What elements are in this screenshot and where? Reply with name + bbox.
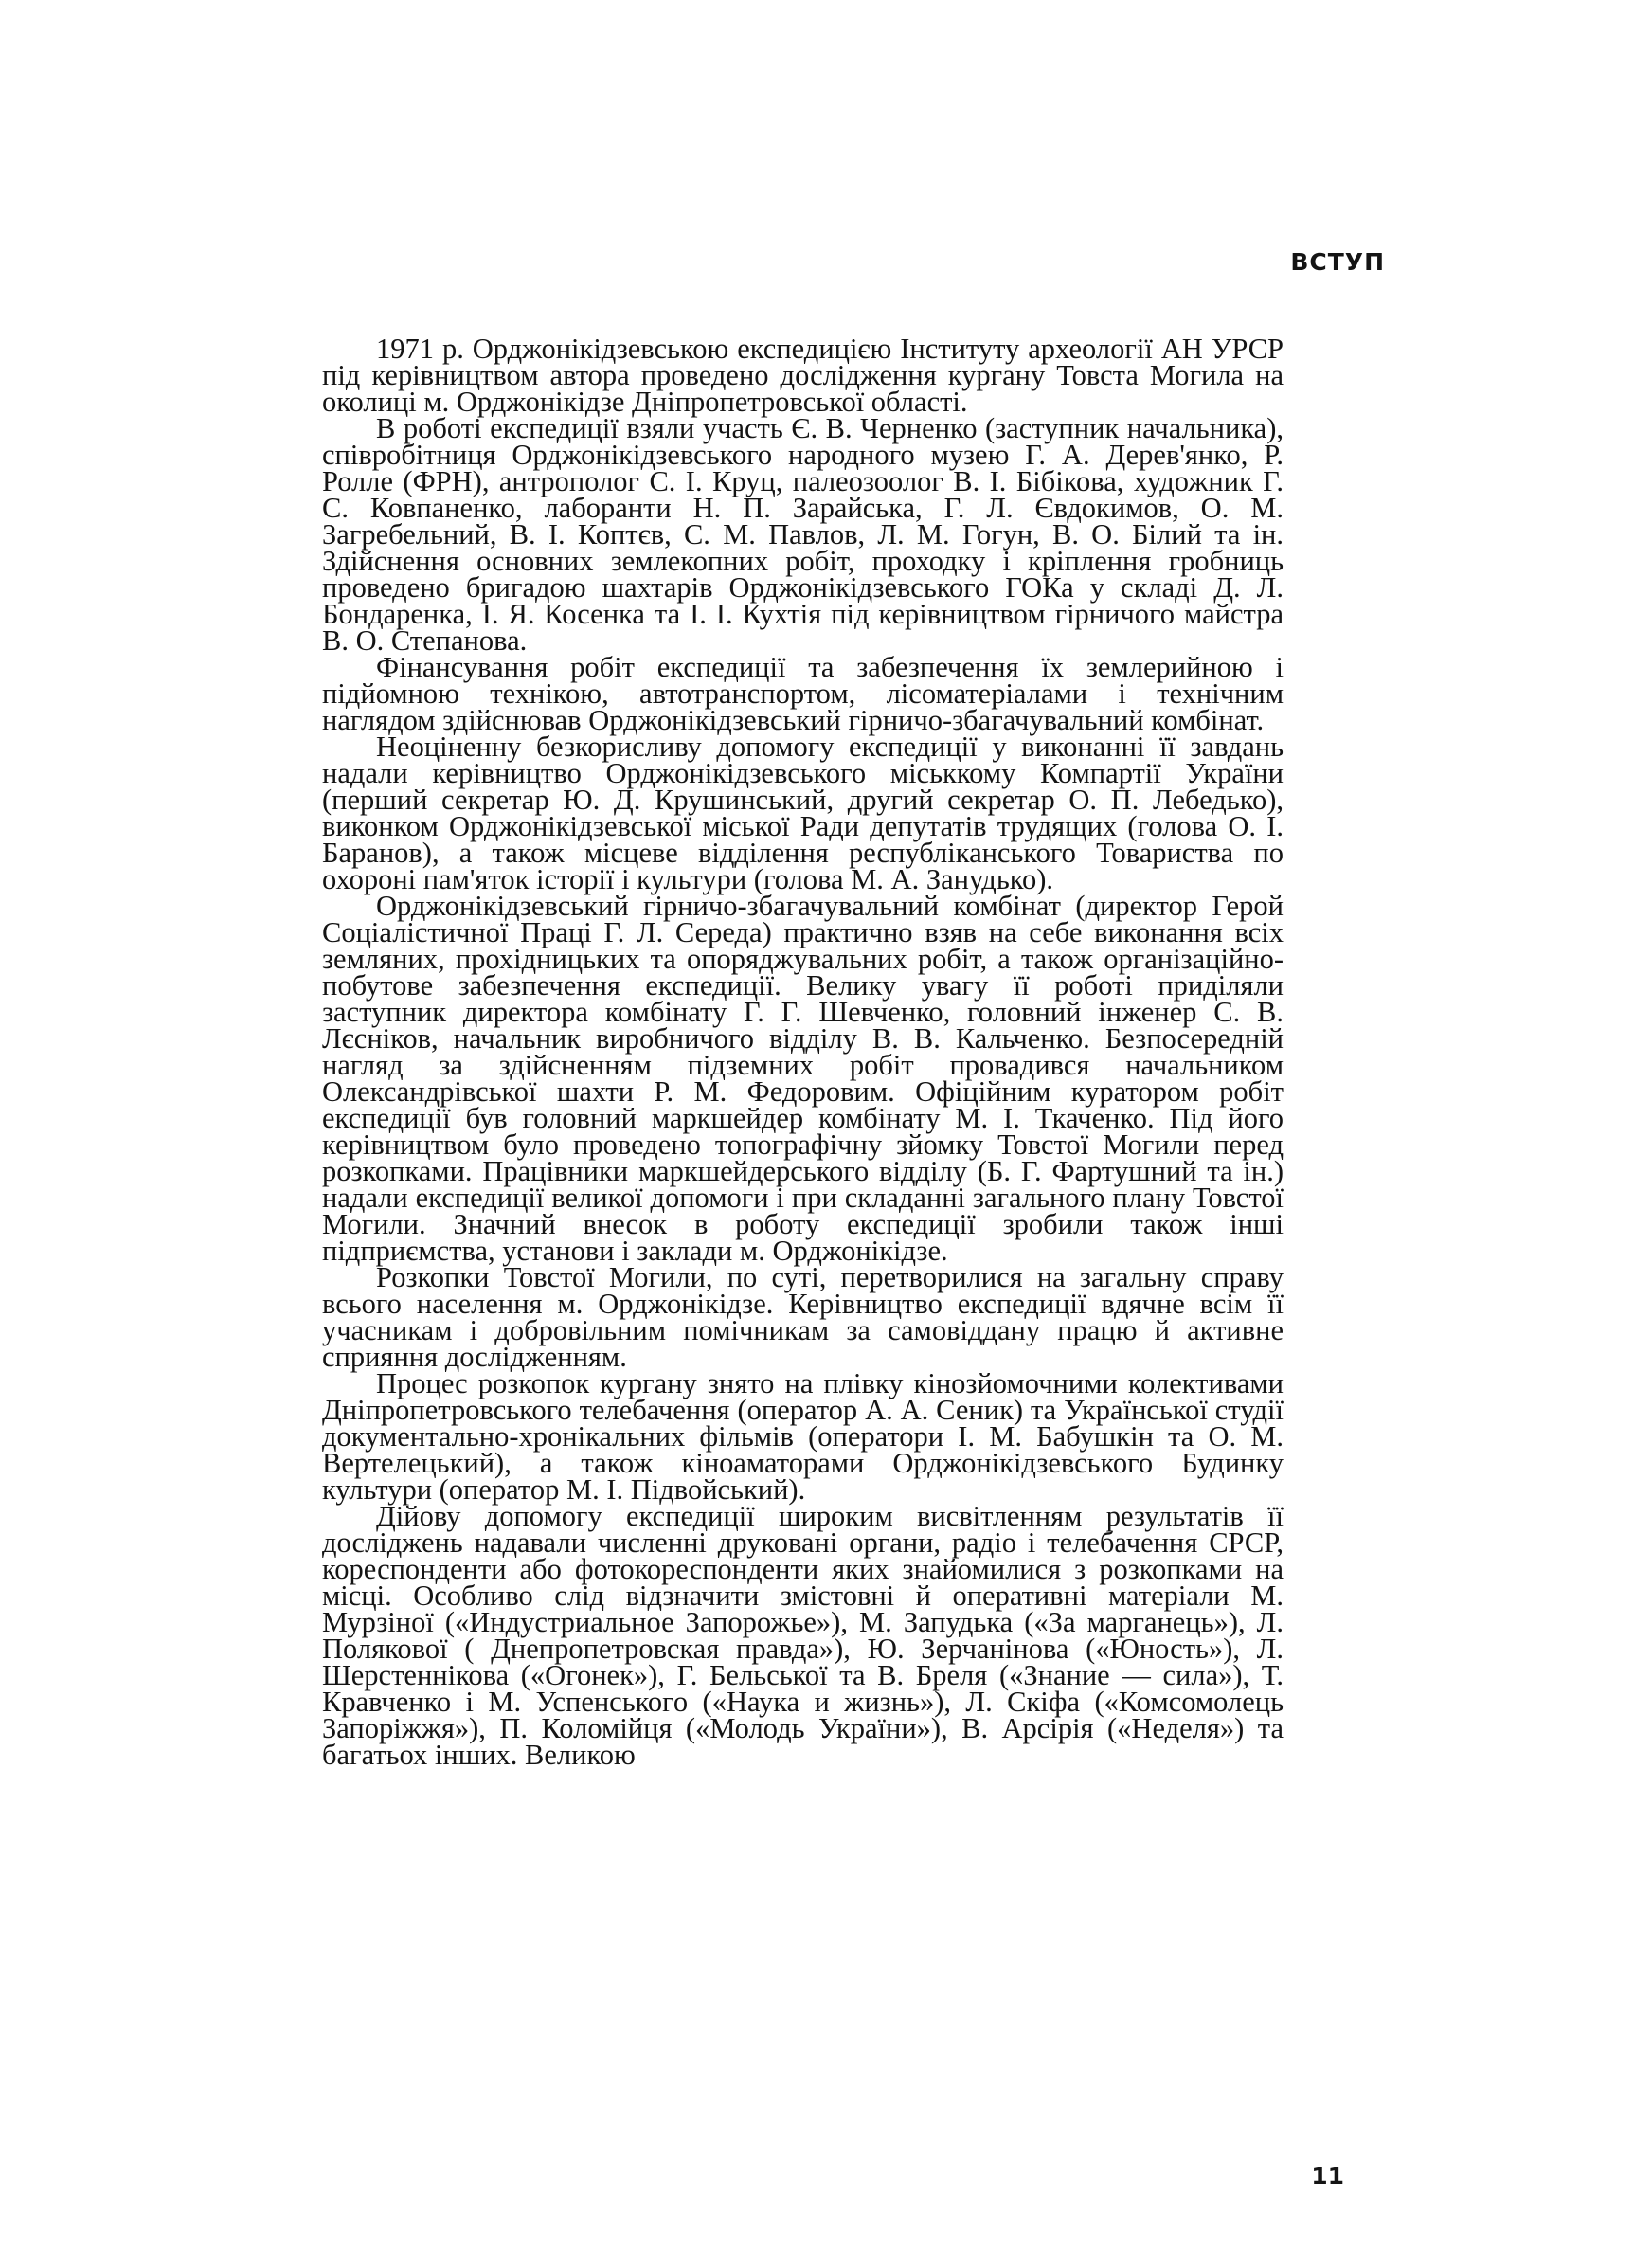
page-number: 11 — [1311, 2162, 1344, 2190]
paragraph: Орджонікідзевський гірничо-збагачувальний комбінат (директор Герой Соціалістичної Праці Г. Л. Середа) практично взяв на себе виконання всіх земляних, прохідницьких та опоряджувальних робіт, а також організаційно-побутове забезпечення експедиції. Велику увагу її роботі приділяли заступник директора комбінату Г. Г. Шевченко, головний інженер С. В. Лєсніков, начальник виробничого відділу В. В. Кальченко. Безпосередній нагляд за здійсненням підземних робіт провадився начальником Олександрівської шахти Р. М. Федоровим. Офіційним куратором робіт експедиції був головний маркшейдер комбінату М. І. Ткаченко. Під його керівництвом було проведено топографічну зйомку Товстої Могили перед розкопками. Працівники маркшейдерського відділу (Б. Г. Фартушний та ін.) надали експедиції великої допомоги і при складанні загального плану Товстої Могили. Значний внесок в роботу експедиції зробили також інші підприємства, установи і заклади м. Орджонікідзе. — [322, 890, 1284, 1267]
paragraph: В роботі експедиції взяли участь Є. В. Черненко (заступник начальника), співробітниця Орджонікідзевського народного музею Г. А. Дерев'янко, Р. Ролле (ФРН), антрополог С. І. Круц, палеозоолог В. І. Бібікова, художник Г. С. Ковпаненко, лаборанти Н. П. Зарайська, Г. Л. Євдокимов, О. М. Загребельний, В. І. Коптєв, С. М. Павлов, Л. М. Гогун, В. О. Білий та ін. Здійснення основних землекопних робіт, проходку і кріплення гробниць проведено бригадою шахтарів Орджонікідзевського ГОКа у складі Д. Л. Бондаренка, І. Я. Косенка та І. І. Кухтія під керівництвом гірничого майстра В. О. Степанова. — [322, 412, 1284, 657]
paragraph: Дійову допомогу експедиції широким висвітленням результатів її досліджень надавали численні друковані органи, радіо і телебачення СРСР, кореспонденти або фотокореспонденти яких знайомилися з розкопками на місці. Особливо слід відзначити змістовні й оперативні матеріали М. Мурзіної («Индустриальное Запорожье»), М. Запудька («За марганець»), Л. Полякової ( Днепропетровская правда»), Ю. Зерчанінова («Юность»), Л. Шерстеннікова («Огонек»), Г. Бельської та В. Бреля («Знание — сила»), Т. Кравченко і М. Успенського («Наука и жизнь»), Л. Скіфа («Комсомолець Запоріжжя»), П. Коломійця («Молодь України»), В. Арсірія («Неделя») та багатьох інших. Великою — [322, 1500, 1284, 1771]
paragraph: Фінансування робіт експедиції та забезпечення їх землерийною і підйомною технікою, автотранспортом, лісоматеріалами і технічним наглядом здійснював Орджонікідзевський гірничо-збагачувальний комбінат. — [322, 651, 1284, 736]
paragraph: Неоціненну безкорисливу допомогу експедиції у виконанні її завдань надали керівництво Орджонікідзевського міськкому Компартії України (перший секретар Ю. Д. Крушинський, другий секретар О. П. Лебедько), виконком Орджонікідзевської міської Ради депутатів трудящих (голова О. І. Баранов), а також місцеве відділення республіканського Товариства по охороні пам'яток історії і культури (голова М. А. Занудько). — [322, 731, 1284, 895]
paragraph: Процес розкопок кургану знято на плівку кінозйомочними колективами Дніпропетровського телебачення (оператор А. А. Сеник) та Української студії документально-хронікальних фільмів (оператори І. М. Бабушкін та О. М. Вертелецький), а також кіноаматорами Орджонікідзевського Будинку культури (оператор М. І. Підвойський). — [322, 1367, 1284, 1506]
running-header: ВСТУП — [1290, 248, 1385, 276]
body-text — [322, 333, 1284, 1771]
paragraph: Розкопки Товстої Могили, по суті, перетворилися на загальну справу всього населення м. Орджонікідзе. Керівництво експедиції вдячне всім її учасникам і добровільним помічникам за самовіддану працю й активне сприяння дослідженням. — [322, 1261, 1284, 1373]
paragraph: 1971 р. Орджонікідзевською експедицією Інституту археології АН УРСР під керівництвом автора проведено дослідження кургану Товста Могила на околиці м. Орджонікідзе Дніпропетровської області. — [322, 333, 1284, 418]
